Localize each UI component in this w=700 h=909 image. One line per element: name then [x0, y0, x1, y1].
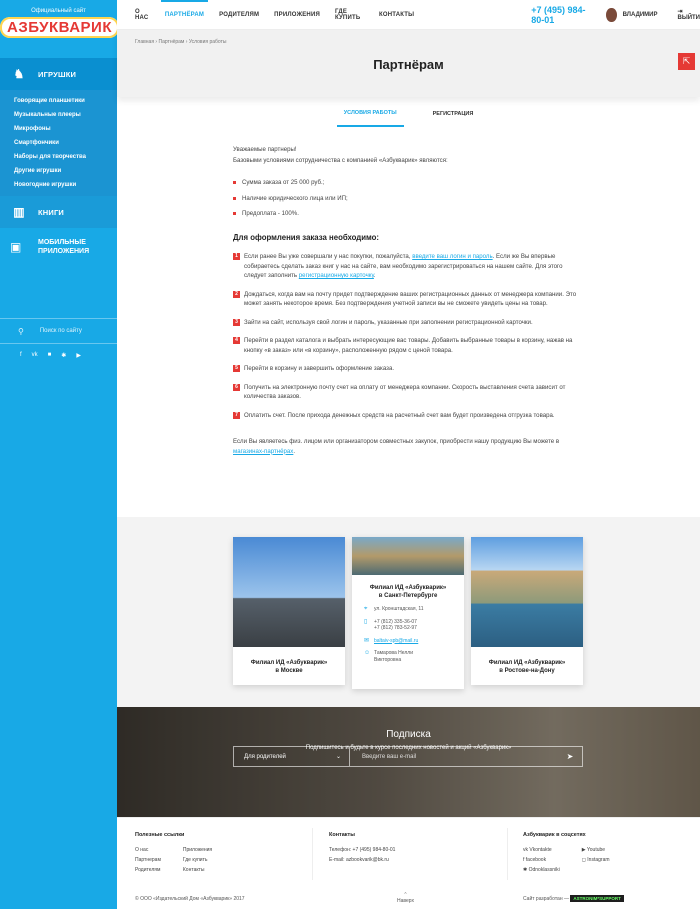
breadcrumb-current: Условия работы — [188, 39, 227, 45]
outro-text-part: Если Вы являетесь физ. лицом или организатором совместных закупок, приобрести нашу продукцию Вы можете в — [233, 438, 560, 445]
footer — [117, 817, 700, 909]
user-name[interactable]: ВЛАДИМИР — [622, 11, 658, 18]
step-text: Если ранее Вы уже совершали у нас покупки, пожалуйста, — [244, 253, 413, 260]
greeting: Уважаемые партнеры! — [233, 146, 297, 153]
step-item — [233, 252, 583, 281]
footer-social-label: Youtube — [586, 847, 606, 853]
footer-social-label: facebook — [525, 857, 547, 863]
branch-card-rostov[interactable] — [471, 537, 583, 685]
footer-social-label: Odnoklassniki — [528, 867, 560, 873]
step-item — [233, 290, 583, 309]
sidebar-spacer — [0, 266, 117, 318]
footer-heading: Полезные ссылки — [135, 832, 185, 838]
footer-contacts — [329, 832, 395, 863]
footer-links — [135, 832, 212, 877]
phone-icon: ▣ — [10, 240, 22, 254]
footer-link[interactable]: О нас — [135, 847, 149, 853]
footer-link[interactable]: Родителям — [135, 867, 161, 873]
rostov-photo — [471, 537, 583, 647]
phone[interactable]: +7 (812) 783-52-97 — [374, 625, 417, 631]
submenu-item[interactable]: Говорящие планшетики — [14, 98, 85, 104]
step-number: 1 — [233, 253, 240, 260]
step-number: 7 — [233, 412, 240, 419]
intro-text: Базовыми условиями сотрудничества с компанией «Азбукварик» являются: — [233, 156, 448, 164]
logo[interactable]: АЗБУКВАРИК — [0, 17, 119, 38]
sidebar-item-label — [38, 238, 89, 256]
main-content — [233, 145, 583, 457]
contact-person: Тамарова Нелли — [374, 650, 414, 656]
book-icon: ▥ — [13, 205, 25, 219]
search-icon: ⚲ — [18, 326, 24, 336]
mail-icon: ✉ — [364, 637, 370, 644]
top-navigation — [117, 0, 700, 30]
search-input[interactable]: Поиск по сайту — [39, 328, 82, 334]
developer-credit — [523, 896, 624, 902]
page-title: Партнёрам — [373, 57, 444, 72]
footer-heading: Контакты — [329, 832, 355, 838]
toys-submenu — [0, 90, 117, 196]
phone-row — [364, 618, 464, 632]
youtube-icon[interactable]: ▶ — [76, 353, 81, 359]
list-item: Предоплата - 100%. — [233, 209, 583, 219]
brand — [0, 0, 117, 58]
branch-card-moscow[interactable] — [233, 537, 345, 685]
step-number: 3 — [233, 319, 240, 326]
step-text: Дождаться, когда вам на почту придет подтверждение ваших регистрационных данных от менеджера компании. Это может занять некоторое время. Без подтверждения учетной записи вы не сможете увидеть цены на товар. — [244, 290, 577, 307]
person-row — [364, 650, 464, 663]
audience-select[interactable] — [234, 747, 350, 766]
footer-link[interactable]: Партнерам — [135, 857, 161, 863]
branch-card-spb[interactable] — [352, 537, 464, 689]
facebook-icon: f — [523, 857, 526, 863]
phone[interactable]: +7 (812) 335-36-07 — [374, 618, 417, 625]
subscribe-title: Подписка — [386, 729, 431, 740]
email-row — [364, 637, 464, 645]
partner-shops-link[interactable]: магазинах-партнёрах — [233, 447, 294, 455]
phone-number[interactable]: +7 (495) 984-80-01 — [531, 4, 586, 25]
developer-label: Сайт разработан — — [523, 896, 569, 902]
brand-tagline: Официальный сайт — [31, 8, 86, 14]
sidebar-socials — [0, 344, 117, 359]
apps-label-line1: МОБИЛЬНЫЕ — [38, 239, 86, 246]
breadcrumb-home[interactable]: Главная — [135, 39, 155, 45]
contact-person: Викторовна — [374, 656, 402, 663]
spb-photo — [352, 537, 464, 575]
youtube-icon: ▶ — [581, 847, 587, 853]
sidebar-item-label: КНИГИ — [38, 207, 65, 217]
registration-card-link[interactable]: регистрационную карточку — [298, 272, 374, 279]
footer-links-col — [183, 847, 212, 877]
phone-icon: ▯ — [364, 618, 368, 625]
step-text: . — [373, 272, 376, 279]
footer-facebook[interactable] — [523, 857, 560, 863]
logout-button[interactable] — [677, 8, 700, 21]
footer-phone[interactable]: Телефон: +7 (495) 984-80-01 — [329, 847, 396, 853]
step-item — [233, 364, 583, 374]
person-icon: ☺ — [364, 650, 371, 656]
footer-links-grid — [135, 847, 212, 877]
footer-social — [523, 832, 610, 877]
subscribe-text: Подпишитесь и будьте в курсе последних новостей и акций «Азбукварик» — [305, 745, 512, 751]
submenu-item[interactable]: Наборы для творчества — [14, 154, 86, 160]
send-button[interactable] — [558, 747, 582, 766]
footer-youtube[interactable] — [582, 847, 610, 853]
footer-email[interactable]: E-mail: azbookvarik@bk.ru — [329, 857, 389, 863]
footer-heading: Азбукварик в соцсетях — [523, 832, 586, 838]
footer-social-grid — [523, 847, 610, 877]
rocking-horse-icon: ♞ — [13, 67, 25, 81]
branch-title — [352, 584, 464, 600]
email-link[interactable]: baltaiv-spb@mail.ru — [374, 637, 419, 644]
tab-conditions[interactable]: УСЛОВИЯ РАБОТЫ — [337, 100, 404, 127]
avatar[interactable] — [606, 8, 616, 22]
submenu-item[interactable]: Смартфончики — [14, 140, 59, 146]
footer-instagram[interactable] — [582, 857, 610, 863]
footer-vk[interactable] — [523, 847, 560, 853]
select-value: Для родителей — [244, 753, 286, 760]
address-row — [364, 606, 464, 613]
address: ул. Кронштадская, 11 — [374, 606, 424, 612]
footer-social-label: Instagram — [587, 857, 610, 863]
step-number: 2 — [233, 291, 240, 298]
odnoklassniki-icon: ✱ — [523, 867, 529, 873]
tabs — [117, 100, 700, 127]
copyright: © ООО «Издательский Дом «Азбукварик» 2017 — [135, 896, 245, 902]
step-text: Зайти на сайт, используя свой логин и пароль, указанные при заполнении регистрационной карточки. — [244, 318, 533, 326]
footer-links-col — [135, 847, 161, 877]
footer-link[interactable]: Контакты — [182, 867, 205, 873]
step-item — [233, 318, 583, 328]
submenu-item[interactable]: Другие игрушки — [14, 168, 62, 174]
moscow-photo — [233, 537, 345, 647]
share-button[interactable] — [678, 53, 695, 70]
logout-icon: ⇥ — [677, 9, 683, 15]
branch-info — [352, 600, 464, 663]
branches-section — [117, 517, 700, 707]
order-heading: Для оформления заказа необходимо: — [233, 232, 380, 242]
footer-divider — [312, 828, 313, 880]
step-text: . Если же Вы впервые собираетесь сделать заказ книг у нас на сайте, вам необходимо зарегистрироваться на нашем сайте. Для этого следует заполнить — [244, 253, 563, 279]
nav-link-parents[interactable]: РОДИТЕЛЯМ — [219, 11, 260, 18]
chevron-down-icon: ⌄ — [335, 754, 341, 760]
share-icon: ⇱ — [682, 56, 691, 66]
branch-title-line2: в Москве — [275, 668, 303, 674]
vk-icon: vk — [523, 847, 530, 853]
outro-text — [233, 437, 583, 456]
subscribe-form — [233, 746, 583, 767]
chevron-right-icon: › — [155, 39, 159, 45]
footer-divider — [507, 828, 508, 880]
steps-list — [233, 252, 583, 420]
nav-link-where-to-buy[interactable]: ГДЕ КУПИТЬ — [334, 8, 361, 21]
step-item — [233, 411, 583, 421]
branch-title — [471, 659, 583, 675]
nav-link-about[interactable]: О НАС — [135, 8, 149, 21]
odnoklassniki-square-icon[interactable]: ■ — [47, 352, 52, 358]
back-to-top-label: Наверх — [397, 898, 414, 904]
location-icon: ⌖ — [364, 606, 368, 612]
footer-social-col — [523, 847, 560, 877]
back-to-top-button[interactable] — [397, 892, 414, 904]
chevron-up-icon: ⌃ — [403, 892, 408, 898]
submenu-item[interactable]: Микрофоны — [14, 126, 51, 132]
sidebar-search[interactable] — [0, 318, 117, 344]
tab-registration[interactable]: РЕГИСТРАЦИЯ — [432, 110, 474, 117]
facebook-icon[interactable]: f — [20, 352, 22, 358]
outro-text-part: . — [293, 447, 296, 455]
paper-plane-icon: ➤ — [566, 752, 574, 761]
sidebar-item-apps[interactable] — [0, 228, 117, 266]
step-number: 6 — [233, 384, 240, 391]
step-item — [233, 336, 583, 355]
step-number: 5 — [233, 365, 240, 372]
subscribe-section — [117, 707, 700, 817]
list-item: Наличие юридического лица или ИП; — [233, 194, 583, 204]
branch-title-line2: в Санкт-Петербурге — [378, 593, 438, 599]
list-item: Сумма заказа от 25 000 руб.; — [233, 178, 583, 188]
logout-label: ВЫЙТИ — [677, 15, 700, 21]
developer-badge[interactable]: ASTRONIM*SUPPORT — [570, 895, 624, 902]
footer-link[interactable]: Где купить — [182, 857, 208, 863]
sidebar-item-toys[interactable] — [0, 58, 117, 90]
branch-title-line1: Филиал ИД «Азбукварик» — [250, 660, 328, 666]
footer-link[interactable]: Приложения — [182, 847, 213, 853]
sidebar — [0, 0, 117, 909]
step-text: Перейти в корзину и завершить оформление заказа. — [244, 365, 395, 372]
branch-title-line1: Филиал ИД «Азбукварик» — [488, 660, 566, 666]
branch-title — [233, 659, 345, 675]
breadcrumb — [135, 39, 226, 45]
nav-link-apps[interactable]: ПРИЛОЖЕНИЯ — [274, 11, 320, 18]
footer-social-label: Vkontakte — [529, 847, 552, 853]
breadcrumb-partners[interactable]: Партнёрам — [158, 39, 185, 45]
step-text: Получить на электронную почту счет на оплату от менеджера компании. Скорость выставления счета зависит от количества заказов. — [244, 383, 566, 400]
submenu-item[interactable]: Музыкальные плееры — [14, 112, 81, 118]
conditions-list — [233, 178, 583, 219]
nav-link-partners[interactable]: ПАРТНЁРАМ — [164, 11, 205, 18]
submenu-item[interactable]: Новогодние игрушки — [14, 182, 77, 188]
step-item — [233, 383, 583, 402]
step-number: 4 — [233, 337, 240, 344]
instagram-icon: ◻ — [581, 857, 588, 863]
email-input[interactable]: Введите ваш e-mail — [362, 753, 417, 760]
odnoklassniki-icon[interactable]: ✱ — [61, 353, 67, 359]
page-header — [117, 30, 700, 97]
vk-icon[interactable]: vk — [31, 352, 38, 358]
apps-label-line2: ПРИЛОЖЕНИЯ — [38, 248, 90, 255]
footer-social-col — [582, 847, 610, 877]
chevron-right-icon: › — [185, 39, 189, 45]
step-text: Оплатить счет. После прихода денежных средств на расчетный счет вам будет произведена отгрузка товара. — [244, 411, 555, 419]
login-link[interactable]: введите ваш логин и пароль — [412, 253, 493, 260]
sidebar-item-label: ИГРУШКИ — [38, 69, 77, 79]
sidebar-item-books[interactable] — [0, 196, 117, 228]
step-text: Перейти в раздел каталога и выбрать интересующие вас товары. Добавить выбранные товары в корзину, нажав на кнопку «в заказ» или «в корзину», расположенную рядом с ценой товара. — [244, 337, 573, 354]
nav-link-contacts[interactable]: КОНТАКТЫ — [379, 11, 415, 18]
footer-odnoklassniki[interactable] — [523, 867, 560, 873]
branch-title-line2: в Ростове-на-Дону — [499, 668, 555, 674]
branch-title-line1: Филиал ИД «Азбукварик» — [369, 585, 447, 591]
